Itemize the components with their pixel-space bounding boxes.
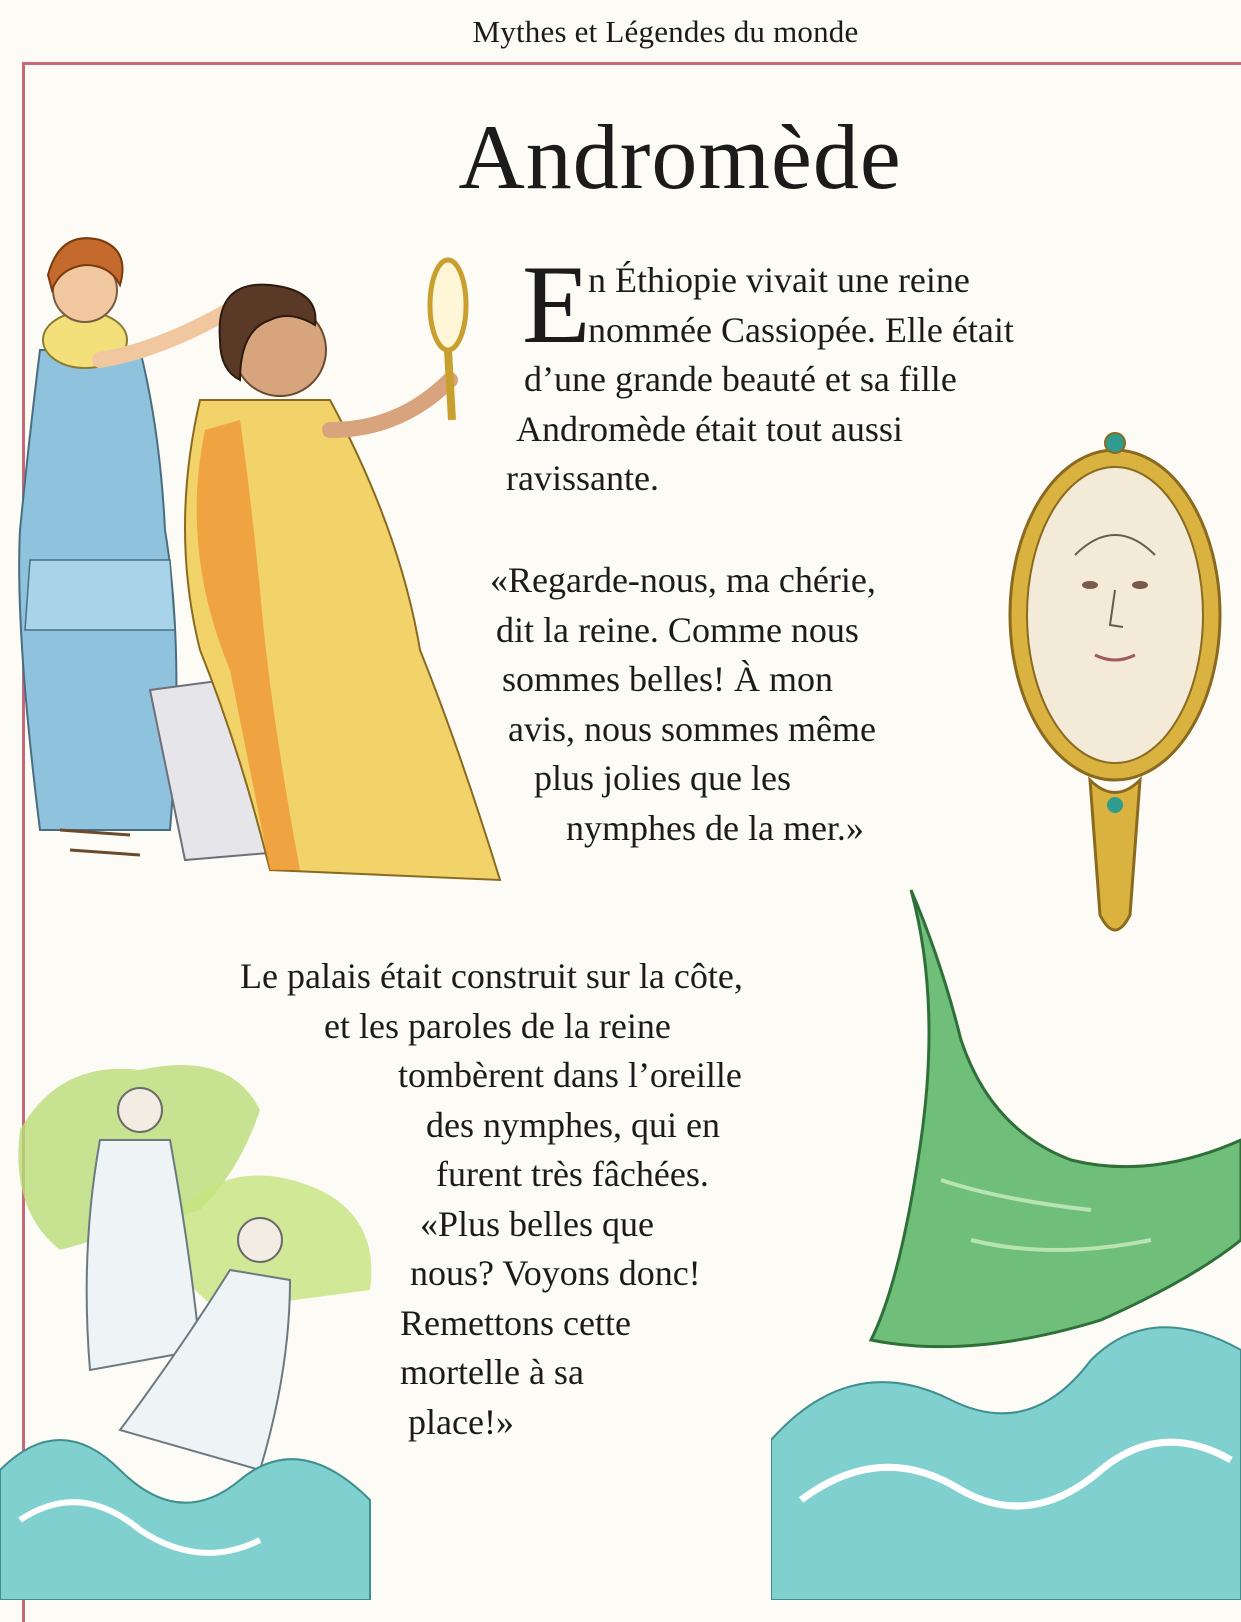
paragraph-2-line: dit la reine. Comme nous (496, 609, 859, 650)
paragraph-3-line: Remettons cette (400, 1302, 631, 1343)
paragraph-3 (240, 952, 743, 1447)
paragraph-1 (500, 256, 1014, 504)
paragraph-1-line: Andromède était tout aussi (516, 408, 903, 449)
paragraph-3-line: Le palais était construit sur la côte, (240, 956, 743, 996)
illustration-mirror (995, 415, 1235, 955)
illustration-sea-tail (771, 880, 1241, 1600)
paragraph-2-line: «Regarde-nous, ma chérie, (490, 560, 876, 600)
paragraph-3-line: mortelle à sa (400, 1352, 584, 1392)
paragraph-1-line: nommée Cassiopée. Elle était (588, 309, 1014, 350)
running-header: Mythes et Légendes du monde (472, 14, 859, 49)
paragraph-3-line: des nymphes, qui en (426, 1104, 720, 1145)
page-title: Andromède (458, 106, 902, 208)
paragraph-3-line: place!» (408, 1401, 514, 1442)
drop-cap: E (522, 243, 591, 367)
paragraph-1-line: d’une grande beauté et sa fille (524, 359, 957, 399)
paragraph-2-line: plus jolies que les (534, 758, 791, 798)
illustration-women (0, 230, 520, 910)
paragraph-3-line: et les paroles de la reine (324, 1005, 671, 1046)
paragraph-3-line: furent très fâchées. (436, 1154, 709, 1194)
paragraph-1-line: n Éthiopie vivait une reine (588, 260, 970, 300)
paragraph-1-line: ravissante. (506, 458, 659, 498)
paragraph-2-line: nymphes de la mer.» (566, 807, 864, 848)
paragraph-2-line: sommes belles! À mon (502, 659, 833, 699)
paragraph-3-line: «Plus belles que (420, 1203, 654, 1244)
paragraph-2 (490, 556, 876, 853)
paragraph-3-line: tombèrent dans l’oreille (398, 1055, 742, 1095)
paragraph-3-line: nous? Voyons donc! (410, 1253, 701, 1293)
paragraph-2-line: avis, nous sommes même (508, 708, 876, 749)
